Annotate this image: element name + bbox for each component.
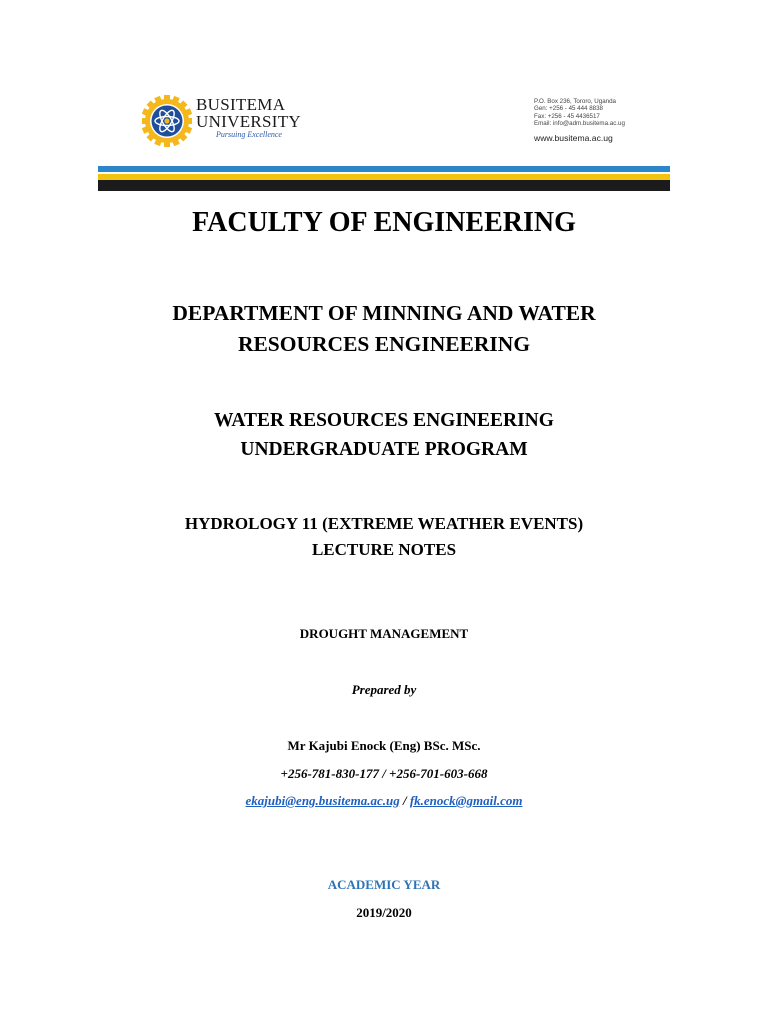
course-line2: LECTURE NOTES <box>311 540 457 559</box>
university-name-line1: BUSITEMA <box>196 95 286 114</box>
contact-website: www.busitema.ac.ug <box>534 132 613 143</box>
program-line2: UNDERGRADUATE PROGRAM <box>240 439 528 460</box>
author-emails <box>0 793 768 809</box>
university-emblem-icon <box>142 92 192 150</box>
program-title <box>0 406 768 464</box>
contact-phone: Gen: +256 - 45 444 8838 <box>534 105 603 113</box>
email-separator: / <box>399 793 410 808</box>
university-motto: Pursuing Excellence <box>216 130 282 139</box>
department-title <box>0 298 768 360</box>
course-title <box>0 511 768 563</box>
stripe-black <box>98 180 670 191</box>
author-phones: +256-781-830-177 / +256-701-603-668 <box>280 766 488 781</box>
program-line1: WATER RESOURCES ENGINEERING <box>214 410 554 431</box>
email-link-personal[interactable]: fk.enock@gmail.com <box>409 793 523 808</box>
academic-year-label: ACADEMIC YEAR <box>327 877 441 892</box>
letterhead-stripes <box>98 166 670 191</box>
contact-fax: Fax: +256 - 45 4436517 <box>534 112 600 120</box>
course-line1: HYDROLOGY 11 (EXTREME WEATHER EVENTS) <box>184 514 584 533</box>
letterhead <box>98 88 670 198</box>
contact-email: Email: info@adm.busitema.ac.ug <box>534 120 625 128</box>
academic-year: 2019/2020 <box>356 905 412 920</box>
email-link-work[interactable]: ekajubi@eng.busitema.ac.ug <box>245 793 400 808</box>
contact-address: P.O. Box 236, Tororo, Uganda <box>534 98 616 105</box>
topic-title: DROUGHT MANAGEMENT <box>299 626 469 641</box>
prepared-by-label: Prepared by <box>351 682 417 697</box>
university-name-line2: UNIVERSITY <box>196 112 301 131</box>
faculty-title: FACULTY OF ENGINEERING <box>192 207 576 238</box>
contact-block <box>534 98 625 144</box>
author-name: Mr Kajubi Enock (Eng) BSc. MSc. <box>287 738 481 753</box>
department-line2: RESOURCES ENGINEERING <box>237 332 531 356</box>
department-line1: DEPARTMENT OF MINNING AND WATER <box>172 301 596 325</box>
university-wordmark <box>196 96 301 139</box>
